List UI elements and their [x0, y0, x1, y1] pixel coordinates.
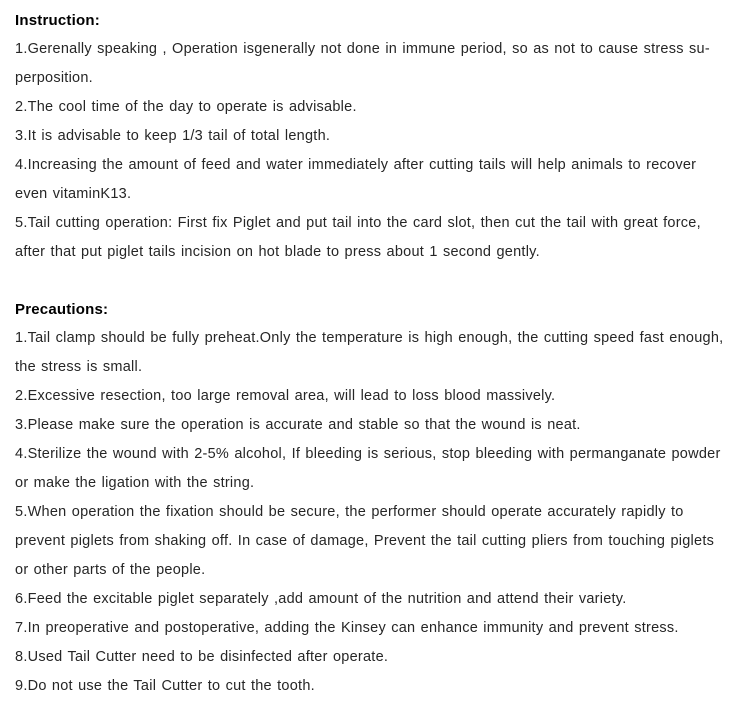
precaution-item: 2.Excessive resection, too large removal area, will lead to loss blood massively.	[15, 388, 556, 404]
instruction-item: 4.Increasing the amount of feed and water immediately after cutting tails will help animals to recover even vitaminK13.	[15, 157, 697, 202]
precaution-item: 5.When operation the fixation should be secure, the performer should operate accurately rapidly to prevent piglets from shaking off. In case of damage, Prevent the tail cutting pliers from touching piglets or other parts of the people.	[15, 504, 715, 578]
precautions-section	[15, 295, 732, 701]
precaution-item: 6.Feed the excitable piglet separately ,add amount of the nutrition and attend their variety.	[15, 591, 627, 607]
precaution-item: 9.Do not use the Tail Cutter to cut the tooth.	[15, 678, 315, 694]
instruction-item: 1.Gerenally speaking , Operation isgenerally not done in immune period, so as not to cause stress su-perposition.	[15, 41, 710, 86]
precaution-item: 8.Used Tail Cutter need to be disinfected after operate.	[15, 649, 389, 665]
precautions-heading: Precautions:	[15, 301, 109, 318]
instruction-item: 3.It is advisable to keep 1/3 tail of total length.	[15, 128, 331, 144]
section-spacer	[15, 267, 732, 295]
instruction-section	[15, 6, 732, 267]
precaution-item: 4.Sterilize the wound with 2-5% alcohol, If bleeding is serious, stop bleeding with permanganate powder or make the ligation with the string.	[15, 446, 721, 491]
instruction-item: 2.The cool time of the day to operate is advisable.	[15, 99, 357, 115]
instruction-item: 5.Tail cutting operation: First fix Piglet and put tail into the card slot, then cut the tail with great force, after that put piglet tails incision on hot blade to press about 1 second gently.	[15, 215, 701, 260]
instruction-heading: Instruction:	[15, 12, 100, 29]
precaution-item: 1.Tail clamp should be fully preheat.Only the temperature is high enough, the cutting speed fast enough, the stress is small.	[15, 330, 724, 375]
precaution-item: 3.Please make sure the operation is accurate and stable so that the wound is neat.	[15, 417, 581, 433]
precaution-item: 7.In preoperative and postoperative, adding the Kinsey can enhance immunity and prevent stress.	[15, 620, 679, 636]
